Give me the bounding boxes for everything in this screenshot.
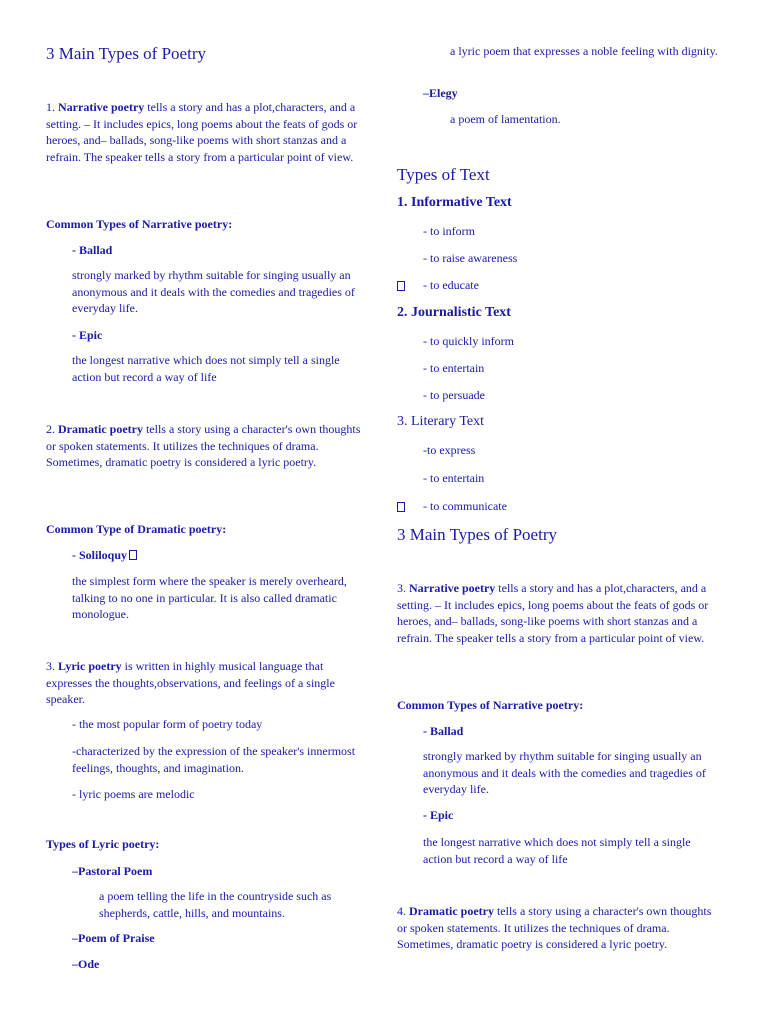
page-title: 3 Main Types of Poetry: [46, 44, 206, 63]
journalistic-text-heading: 2. Journalistic Text: [397, 305, 511, 320]
literary-text-heading: 3. Literary Text: [397, 414, 485, 429]
literary-item-1: -to express: [423, 443, 476, 457]
section-title-repeat: 3 Main Types of Poetry: [397, 525, 557, 544]
poem-of-praise-label: –Poem of Praise: [72, 931, 155, 945]
elegy-label: –Elegy: [423, 86, 458, 100]
lyric-bullet-1: - the most popular form of poetry today: [72, 717, 263, 731]
dramatic-poetry-paragraph-repeat: 4. Dramatic poetry tells a story using a character's own thoughts or spoken statements. It utilizes the techniques of drama. Sometimes, dramatic poetry is considered a lyric poetry.: [397, 904, 712, 951]
soliloquy-definition: the simplest form where the speaker is merely overheard, talking to no one in particular. It is also called dramatic monologue.: [72, 574, 347, 621]
ode-label: –Ode: [72, 957, 100, 971]
missing-glyph-box-icon: [129, 550, 137, 560]
soliloquy-row: [72, 548, 137, 563]
term-dramatic-poetry: Dramatic poetry: [58, 422, 143, 436]
lyric-bullet-3: - lyric poems are melodic: [72, 787, 195, 801]
missing-glyph-box-icon: [397, 502, 405, 512]
lyric-bullet-2: -characterized by the expression of the speaker's innermost feelings, thoughts, and imagination.: [72, 744, 356, 775]
term-narrative-poetry: Narrative poetry: [58, 100, 145, 114]
lyric-poetry-paragraph: 3. Lyric poetry is written in highly musical language that expresses the thoughts,observations, and feelings of a single speaker.: [46, 659, 335, 706]
narrative-poetry-paragraph: 1. Narrative poetry tells a story and has a plot,characters, and a setting. – It includes epics, long poems about the feats of gods or heroes, and– ballads, song-like poems with short stanzas and a refrain. The speaker tells a story from a particular point of view.: [46, 100, 358, 164]
lyric-types-heading: Types of Lyric poetry:: [46, 837, 160, 851]
dramatic-poetry-paragraph: 2. Dramatic poetry tells a story using a character's own thoughts or spoken statements. It utilizes the techniques of drama. Sometimes, dramatic poetry is considered a lyric poetry.: [46, 422, 361, 469]
literary-item-3: - to communicate: [423, 499, 507, 513]
informative-item-1: - to inform: [423, 224, 475, 238]
informative-item-2: - to raise awareness: [423, 251, 518, 265]
journalistic-item-2: - to entertain: [423, 361, 485, 375]
types-of-text-title: Types of Text: [397, 165, 490, 184]
epic-label-repeat: - Epic: [423, 808, 454, 822]
elegy-definition: a poem of lamentation.: [450, 112, 561, 126]
journalistic-item-1: - to quickly inform: [423, 334, 514, 348]
informative-item-3: - to educate: [423, 278, 479, 292]
term-narrative-poetry: Narrative poetry: [409, 581, 496, 595]
ballad-definition-repeat: strongly marked by rhythm suitable for singing usually an anonymous and it deals with the comedies and tragedies of everyday life.: [423, 749, 706, 796]
epic-label: - Epic: [72, 328, 103, 342]
epic-definition: the longest narrative which does not simply tell a single action but record a way of life: [72, 353, 340, 384]
ballad-label-repeat: - Ballad: [423, 724, 464, 738]
ballad-label: - Ballad: [72, 243, 113, 257]
term-dramatic-poetry: Dramatic poetry: [409, 904, 494, 918]
soliloquy-label: - Soliloquy: [72, 548, 128, 562]
missing-glyph-box-icon: [397, 281, 405, 291]
term-lyric-poetry: Lyric poetry: [58, 659, 122, 673]
pastoral-poem-label: –Pastoral Poem: [72, 864, 153, 878]
ode-definition: a lyric poem that expresses a noble feeling with dignity.: [450, 44, 718, 58]
narrative-types-heading: Common Types of Narrative poetry:: [46, 217, 233, 231]
literary-item-2: - to entertain: [423, 471, 485, 485]
dramatic-type-heading: Common Type of Dramatic poetry:: [46, 522, 227, 536]
narrative-poetry-paragraph-repeat: 3. Narrative poetry tells a story and has a plot,characters, and a setting. – It includes epics, long poems about the feats of gods or heroes, and– ballads, song-like poems with short stanzas and a refrain. The speaker tells a story from a particular point of view.: [397, 581, 709, 645]
informative-text-heading: 1. Informative Text: [397, 195, 512, 210]
epic-definition-repeat: the longest narrative which does not simply tell a single action but record a way of life: [423, 835, 691, 866]
ballad-definition: strongly marked by rhythm suitable for singing usually an anonymous and it deals with the comedies and tragedies of everyday life.: [72, 268, 355, 315]
pastoral-poem-definition: a poem telling the life in the countryside such as shepherds, cattle, hills, and mountains.: [99, 889, 332, 920]
journalistic-item-3: - to persuade: [423, 388, 485, 402]
narrative-types-heading-repeat: Common Types of Narrative poetry:: [397, 698, 584, 712]
